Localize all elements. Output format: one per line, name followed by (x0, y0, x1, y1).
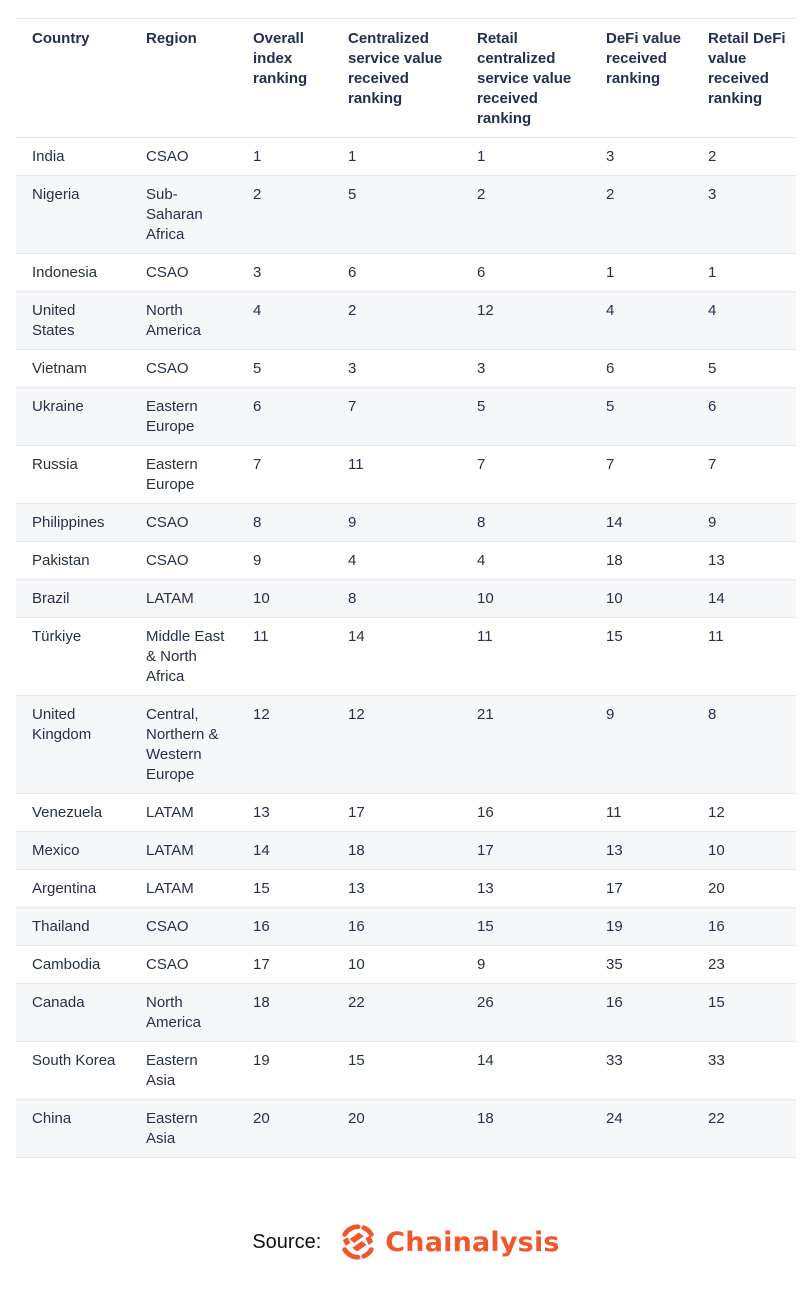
region-cell: CSAO (130, 946, 237, 984)
defi-rank-cell: 17 (590, 870, 692, 908)
defi-rank-cell: 4 (590, 292, 692, 350)
table-row (16, 176, 796, 254)
retail-centralized-rank-cell: 10 (461, 580, 590, 618)
overall-rank-cell: 14 (237, 832, 332, 870)
retail-defi-rank-cell: 22 (692, 1100, 796, 1158)
overall-rank-cell: 18 (237, 984, 332, 1042)
defi-rank-cell: 10 (590, 580, 692, 618)
overall-rank-cell: 13 (237, 794, 332, 832)
retail-centralized-rank-cell: 11 (461, 618, 590, 696)
region-cell: CSAO (130, 542, 237, 580)
centralized-rank-cell: 17 (332, 794, 461, 832)
table-header (16, 19, 796, 138)
overall-rank-cell: 17 (237, 946, 332, 984)
source-attribution (0, 1220, 812, 1264)
overall-rank-cell: 16 (237, 908, 332, 946)
region-cell: LATAM (130, 832, 237, 870)
country-cell: China (16, 1100, 130, 1158)
table-row (16, 542, 796, 580)
region-cell: CSAO (130, 350, 237, 388)
table-body (16, 138, 796, 1158)
chainalysis-logo-icon (339, 1223, 377, 1261)
table-row (16, 446, 796, 504)
region-cell: CSAO (130, 254, 237, 292)
retail-centralized-rank-cell: 2 (461, 176, 590, 254)
retail-defi-rank-cell: 33 (692, 1042, 796, 1100)
country-cell: Nigeria (16, 176, 130, 254)
overall-rank-cell: 6 (237, 388, 332, 446)
retail-defi-rank-cell: 4 (692, 292, 796, 350)
header-defi-ranking: DeFi value received ranking (590, 19, 692, 138)
country-cell: Philippines (16, 504, 130, 542)
defi-rank-cell: 35 (590, 946, 692, 984)
table-header-row (16, 19, 796, 138)
retail-centralized-rank-cell: 21 (461, 696, 590, 794)
region-cell: LATAM (130, 794, 237, 832)
retail-defi-rank-cell: 13 (692, 542, 796, 580)
retail-centralized-rank-cell: 9 (461, 946, 590, 984)
header-centralized-ranking: Centralized service value received ranking (332, 19, 461, 138)
country-cell: Venezuela (16, 794, 130, 832)
retail-centralized-rank-cell: 3 (461, 350, 590, 388)
region-cell: Eastern Europe (130, 446, 237, 504)
retail-centralized-rank-cell: 13 (461, 870, 590, 908)
centralized-rank-cell: 18 (332, 832, 461, 870)
table-row (16, 504, 796, 542)
defi-rank-cell: 19 (590, 908, 692, 946)
centralized-rank-cell: 13 (332, 870, 461, 908)
table-row (16, 292, 796, 350)
centralized-rank-cell: 6 (332, 254, 461, 292)
centralized-rank-cell: 15 (332, 1042, 461, 1100)
defi-rank-cell: 6 (590, 350, 692, 388)
country-cell: Russia (16, 446, 130, 504)
table-row (16, 696, 796, 794)
region-cell: North America (130, 292, 237, 350)
retail-defi-rank-cell: 8 (692, 696, 796, 794)
region-cell: Eastern Asia (130, 1042, 237, 1100)
region-cell: North America (130, 984, 237, 1042)
retail-centralized-rank-cell: 5 (461, 388, 590, 446)
retail-defi-rank-cell: 1 (692, 254, 796, 292)
overall-rank-cell: 4 (237, 292, 332, 350)
retail-defi-rank-cell: 11 (692, 618, 796, 696)
country-cell: Ukraine (16, 388, 130, 446)
centralized-rank-cell: 8 (332, 580, 461, 618)
overall-rank-cell: 10 (237, 580, 332, 618)
defi-rank-cell: 18 (590, 542, 692, 580)
region-cell: Sub-Saharan Africa (130, 176, 237, 254)
table-row (16, 388, 796, 446)
retail-defi-rank-cell: 9 (692, 504, 796, 542)
overall-rank-cell: 3 (237, 254, 332, 292)
table-row (16, 870, 796, 908)
centralized-rank-cell: 3 (332, 350, 461, 388)
retail-centralized-rank-cell: 18 (461, 1100, 590, 1158)
defi-rank-cell: 9 (590, 696, 692, 794)
table-row (16, 350, 796, 388)
region-cell: CSAO (130, 138, 237, 176)
crypto-adoption-rankings-table (16, 18, 796, 1158)
brand-name: Chainalysis (385, 1226, 560, 1258)
source-label: Source: (252, 1230, 322, 1253)
overall-rank-cell: 19 (237, 1042, 332, 1100)
defi-rank-cell: 14 (590, 504, 692, 542)
region-cell: CSAO (130, 908, 237, 946)
defi-rank-cell: 2 (590, 176, 692, 254)
country-cell: Thailand (16, 908, 130, 946)
retail-defi-rank-cell: 7 (692, 446, 796, 504)
header-retail-centralized-ranking: Retail centralized service value received ranking (461, 19, 590, 138)
centralized-rank-cell: 10 (332, 946, 461, 984)
centralized-rank-cell: 4 (332, 542, 461, 580)
region-cell: Eastern Asia (130, 1100, 237, 1158)
defi-rank-cell: 3 (590, 138, 692, 176)
region-cell: CSAO (130, 504, 237, 542)
retail-centralized-rank-cell: 8 (461, 504, 590, 542)
country-cell: Türkiye (16, 618, 130, 696)
retail-defi-rank-cell: 14 (692, 580, 796, 618)
overall-rank-cell: 9 (237, 542, 332, 580)
region-cell: Middle East & North Africa (130, 618, 237, 696)
overall-rank-cell: 15 (237, 870, 332, 908)
table-row (16, 138, 796, 176)
retail-defi-rank-cell: 16 (692, 908, 796, 946)
defi-rank-cell: 16 (590, 984, 692, 1042)
retail-centralized-rank-cell: 1 (461, 138, 590, 176)
region-cell: LATAM (130, 870, 237, 908)
centralized-rank-cell: 9 (332, 504, 461, 542)
region-cell: Central, Northern & Western Europe (130, 696, 237, 794)
overall-rank-cell: 7 (237, 446, 332, 504)
retail-centralized-rank-cell: 12 (461, 292, 590, 350)
country-cell: Brazil (16, 580, 130, 618)
table-row (16, 254, 796, 292)
centralized-rank-cell: 22 (332, 984, 461, 1042)
overall-rank-cell: 12 (237, 696, 332, 794)
centralized-rank-cell: 14 (332, 618, 461, 696)
table-row (16, 1100, 796, 1158)
centralized-rank-cell: 1 (332, 138, 461, 176)
centralized-rank-cell: 7 (332, 388, 461, 446)
overall-rank-cell: 11 (237, 618, 332, 696)
retail-defi-rank-cell: 6 (692, 388, 796, 446)
table-row (16, 984, 796, 1042)
table-row (16, 946, 796, 984)
centralized-rank-cell: 20 (332, 1100, 461, 1158)
retail-defi-rank-cell: 12 (692, 794, 796, 832)
centralized-rank-cell: 11 (332, 446, 461, 504)
retail-centralized-rank-cell: 17 (461, 832, 590, 870)
country-cell: Mexico (16, 832, 130, 870)
defi-rank-cell: 33 (590, 1042, 692, 1100)
table-row (16, 832, 796, 870)
centralized-rank-cell: 16 (332, 908, 461, 946)
region-cell: LATAM (130, 580, 237, 618)
overall-rank-cell: 5 (237, 350, 332, 388)
country-cell: United States (16, 292, 130, 350)
country-cell: Cambodia (16, 946, 130, 984)
defi-rank-cell: 24 (590, 1100, 692, 1158)
retail-defi-rank-cell: 5 (692, 350, 796, 388)
defi-rank-cell: 13 (590, 832, 692, 870)
country-cell: Indonesia (16, 254, 130, 292)
centralized-rank-cell: 2 (332, 292, 461, 350)
header-retail-defi-ranking: Retail DeFi value received ranking (692, 19, 796, 138)
retail-defi-rank-cell: 15 (692, 984, 796, 1042)
retail-centralized-rank-cell: 16 (461, 794, 590, 832)
table-row (16, 618, 796, 696)
retail-defi-rank-cell: 10 (692, 832, 796, 870)
overall-rank-cell: 2 (237, 176, 332, 254)
table-row (16, 908, 796, 946)
rankings-table-container (16, 18, 796, 1158)
header-country: Country (16, 19, 130, 138)
defi-rank-cell: 11 (590, 794, 692, 832)
chainalysis-brand (339, 1223, 559, 1261)
country-cell: United Kingdom (16, 696, 130, 794)
overall-rank-cell: 8 (237, 504, 332, 542)
country-cell: South Korea (16, 1042, 130, 1100)
table-row (16, 794, 796, 832)
retail-centralized-rank-cell: 6 (461, 254, 590, 292)
country-cell: Pakistan (16, 542, 130, 580)
retail-centralized-rank-cell: 4 (461, 542, 590, 580)
defi-rank-cell: 5 (590, 388, 692, 446)
centralized-rank-cell: 5 (332, 176, 461, 254)
overall-rank-cell: 20 (237, 1100, 332, 1158)
overall-rank-cell: 1 (237, 138, 332, 176)
retail-defi-rank-cell: 2 (692, 138, 796, 176)
retail-centralized-rank-cell: 14 (461, 1042, 590, 1100)
country-cell: Vietnam (16, 350, 130, 388)
retail-centralized-rank-cell: 26 (461, 984, 590, 1042)
retail-defi-rank-cell: 20 (692, 870, 796, 908)
retail-defi-rank-cell: 3 (692, 176, 796, 254)
retail-centralized-rank-cell: 7 (461, 446, 590, 504)
table-row (16, 580, 796, 618)
header-region: Region (130, 19, 237, 138)
header-overall-ranking: Overall index ranking (237, 19, 332, 138)
defi-rank-cell: 1 (590, 254, 692, 292)
country-cell: India (16, 138, 130, 176)
country-cell: Argentina (16, 870, 130, 908)
table-row (16, 1042, 796, 1100)
retail-centralized-rank-cell: 15 (461, 908, 590, 946)
centralized-rank-cell: 12 (332, 696, 461, 794)
defi-rank-cell: 7 (590, 446, 692, 504)
region-cell: Eastern Europe (130, 388, 237, 446)
country-cell: Canada (16, 984, 130, 1042)
retail-defi-rank-cell: 23 (692, 946, 796, 984)
defi-rank-cell: 15 (590, 618, 692, 696)
